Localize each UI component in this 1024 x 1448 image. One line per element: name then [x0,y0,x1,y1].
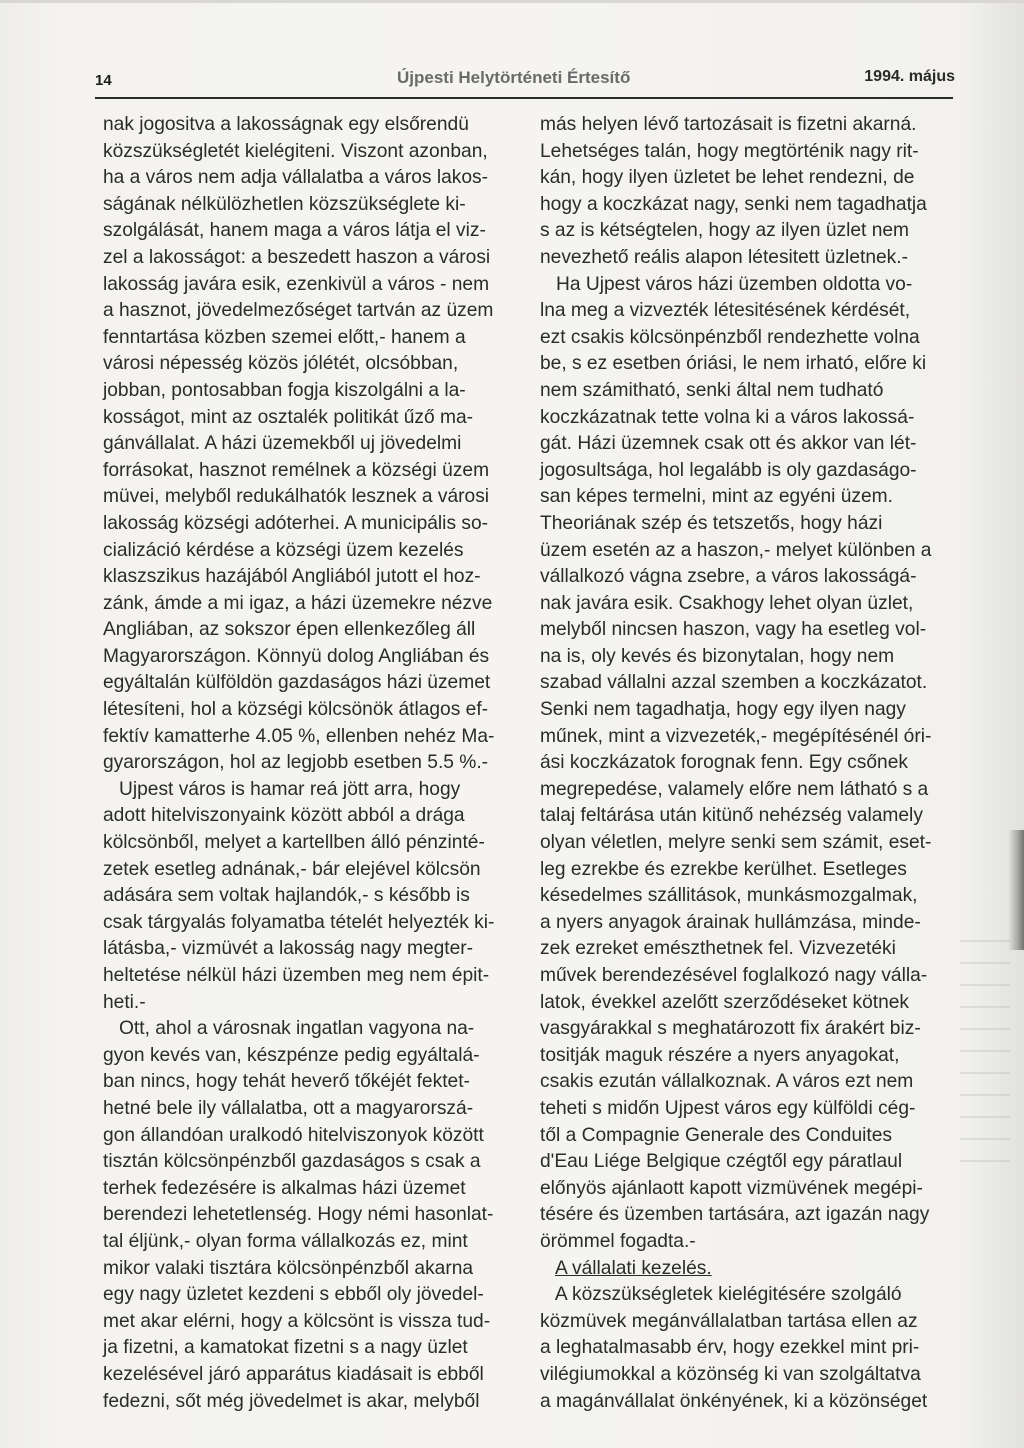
left-column-line: a hasznot, jövedelmezőséget tartván az üzem [103,300,494,322]
left-column-line: fektív kamatterhe 4.05 %, ellenben nehéz Ma- [103,725,495,747]
right-column-line: től a Compagnie Generale des Conduites [540,1124,892,1146]
left-column-line: klaszszikus hazájából Angliából jutott el hoz- [103,566,481,588]
right-column-line: tositják maguk részére a nyers anyagokat, [540,1044,900,1066]
right-column-line: művek berendezésével foglalkozó nagy válla- [540,965,928,986]
right-column-line: nak javára esik. Csakhogy lehet olyan üzlet, [540,592,914,614]
left-column-line: heti.- [103,991,146,1013]
right-column-line: teheti s midőn Ujpest város egy külföldi cég- [540,1097,916,1119]
right-column-line: vállalkozó vágna zsebre, a város lakosságá- [540,566,917,588]
left-column-line: ságának nélkülözhetlen közszükséglete ki- [103,193,466,215]
right-column-line: talaj feltárása után kitünő nehézség valamely [540,805,923,827]
right-column-line: más helyen lévő tartozásait is fizetni akarná. [540,114,917,135]
right-column-line: a magánvállalat önkényének, ki a közönséget [540,1390,928,1412]
section-heading: A vállalati kezelés. [554,1257,712,1279]
right-column-line: koczkázatnak tette volna ki a város lakossá- [540,406,915,428]
left-column-line: csak tárgyalás folyamatba tételét helyezték ki- [103,911,495,933]
left-column-line: heltetése nélkül házi üzemben meg nem épit- [103,965,490,986]
right-column-line: műnek, mint a vizvezeték,- megépítésénél óri- [540,725,932,747]
left-column-line: kezelésével járó apparátus kiadásait is ebből [103,1363,484,1385]
left-column-line: nak jogositva a lakosságnak egy elsőrendü [103,114,469,135]
left-column-line: berendezi lehetetlenség. Hogy némi hasonlat- [103,1204,494,1226]
right-column-line: ezt csakis kölcsönpénzből rendezhette volna [540,326,920,348]
left-column-line: látásba,- vizmüvét a lakosság nagy megter- [103,938,474,960]
header-rule [95,97,953,99]
right-column-line: vasgyárakkal s meghatározott fix árakért biz- [540,1018,921,1040]
right-column-line: Lehetséges talán, hogy megtörténik nagy rit- [540,140,919,162]
left-column-line: adott hitelviszonyaink között abból a drága [103,805,465,827]
right-column-line: zek ezreket emészthetnek fel. Vizvezetéki [540,938,896,960]
right-column-line: a nyers anyagok árainak hullámzása, minde- [540,911,921,933]
left-column-line: zetek esetleg adnának,- bár elejével kölcsön [103,858,481,880]
right-column-line: szabad vállalni azzal szemben a koczkázatot. [540,672,928,694]
left-column-line: lakosság javára esik, ezenkivül a város - nem [103,273,490,295]
left-column-line: tisztán kölcsönpénzből gazdaságos s csak a [103,1151,481,1173]
left-column-line: gon állandóan uralkodó hitelviszonyok között [103,1124,484,1146]
right-column-line: leg ezrekbe és ezrekbe kerülhet. Esetleges [540,858,907,880]
page-number: 14 [95,72,112,89]
left-column-line: fedezni, sőt még jövedelmet is akar, melyből [103,1390,480,1412]
left-column-line: ban nincs, hogy tehát heverő tőkéjét fektet- [103,1071,470,1093]
right-column-line: üzem esetén az a haszon,- melyet különben a [540,539,932,561]
left-column-line: gyon kevés van, készpénze pedig egyáltalá- [103,1044,480,1066]
page-header [95,62,955,102]
left-column-line: mikor valaki tisztára kölcsönpénzből akarna [103,1257,474,1279]
right-column-line: tésére és üzemben tartására, azt igazán nagy [540,1204,930,1226]
left-column-line: ha a város nem adja vállalatba a város lakos- [103,167,489,189]
right-column-line: san képes termelni, mint az egyéni üzem. [540,486,894,508]
left-column-line: müvei, melyből redukálhatók lesznek a városi [103,486,490,508]
left-column-line: lakosság községi adóterhei. A municipális so- [103,512,489,534]
left-column-line: Magyarországon. Könnyü dolog Angliában és [103,645,490,667]
left-column-line: cializáció kérdése a községi üzem kezelés [103,539,464,561]
right-column-line: be, s ez esetben óriási, le nem irható, előre ki [540,353,927,375]
left-column-line: fenntartása közben szemei előtt,- hanem a [103,326,466,348]
right-column-line: jogosultsága, hol legalább is oly gazdaságo- [540,459,917,481]
right-column-line: ási koczkázatok forognak fenn. Egy csőnek [540,752,908,774]
left-column-line: városi népesség közös jólétét, olcsóbban, [103,353,459,375]
issue-date: 1994. május [864,68,955,85]
right-column-line: nem számitható, senki által nem tudható [540,379,884,401]
right-column-line: a leghatalmasabb érv, hogy ezekkel mint pri- [540,1337,920,1359]
right-column-line: késedelmes szállitások, munkásmozgalmak, [540,885,918,907]
right-column [540,112,965,1415]
left-column-line: gánvállalat. A házi üzemekből uj jövedelmi [103,433,462,455]
right-column-line: melyből nincsen haszon, vagy ha esetleg vol- [540,619,927,641]
left-column-line: terhek fedezésére is alkalmas házi üzemet [103,1177,466,1199]
right-column-line: A közszükségletek kielégitésére szolgáló [540,1284,902,1306]
left-column-line: forrásokat, hasznot remélnek a községi üzem [103,459,490,481]
left-column-line: egyáltalán külföldön gazdaságos házi üzemet [103,672,491,694]
right-column-line: kán, hogy ilyen üzletet be lehet rendezni, de [540,167,915,189]
right-column-line: d'Eau Liége Belgique czégtől egy páratlaul [540,1151,903,1173]
right-column-line: olyan véletlen, melyre senki sem számit, eset- [540,832,932,854]
left-column-line: Angliában, az sokszor épen ellenkezőleg áll [103,619,476,641]
scan-bleed-through [960,940,1010,1170]
journal-title: Újpesti Helytörténeti Értesítő [397,68,631,87]
right-column-line: latok, évekkel azelőtt szerződéseket kötnek [540,991,910,1013]
left-column-line: Ujpest város is hamar reá jött arra, hogy [103,778,461,800]
right-column-line [540,1256,965,1283]
left-column-line: szolgálását, hanem maga a város látja el viz- [103,220,486,242]
right-column-line: nevezhető reális alapon létesitett üzletnek.- [540,246,908,268]
right-column-line: gát. Házi üzemnek csak ott és akkor van lét- [540,433,917,455]
left-column-line: jobban, pontosabban fogja kiszolgálni a la- [103,379,466,401]
right-column-line: vilégiumokkal a közönség ki van szolgáltatva [540,1363,921,1385]
right-column-line: Ha Ujpest város házi üzemben oldotta vo- [540,273,913,295]
right-column-line: előnyös ajánlaott kapott vizmüvének megépi- [540,1177,923,1199]
left-column-line: kosságot, mint az osztalék politikát űző ma- [103,406,474,428]
left-column-line: zánk, ámde a mi igaz, a házi üzemekre nézve [103,592,493,614]
left-column-line: létesíteni, hol a községi kölcsönök átlagos ef- [103,699,489,721]
right-column-line: örömmel fogadta.- [540,1230,696,1252]
right-column-line: Theoriának szép és tetszetős, hogy házi [540,512,883,534]
left-column-line: adására sem voltak hajlandók,- s később is [103,885,470,907]
left-column-line: tal éljünk,- olyan forma vállalkozás ez, mint [103,1230,468,1252]
left-column-line: Ott, ahol a városnak ingatlan vagyona na- [103,1018,475,1040]
page-top-edge [0,0,1024,3]
right-column-line: na is, oly kevés és bizonytalan, hogy nem [540,645,895,667]
left-column-line: egy nagy üzletet kezdeni s ebből oly jövedel- [103,1284,484,1306]
left-column-line: hetné bele ily vállalatba, ott a magyarorszá- [103,1097,474,1119]
left-column-line: kölcsönből, melyet a kartellben álló pénzinté- [103,832,485,854]
left-column-line: közszükségletét kielégiteni. Viszont azonban, [103,140,488,162]
left-column-line: met akar elérni, hogy a kölcsönt is vissza tud- [103,1310,491,1332]
right-column-line: közmüvek megánvállalatban tartása ellen az [540,1310,918,1332]
right-column-line: s az is kétségtelen, hogy az ilyen üzlet nem [540,220,910,242]
left-column-line: gyarországon, hol az legjobb esetben 5.5 %.- [103,752,489,774]
left-column-line: ja fizetni, a kamatokat fizetni s a nagy üzlet [103,1337,468,1359]
right-column-line: Senki nem tagadhatja, hogy egy ilyen nagy [540,699,906,721]
right-column-line: megrepedése, valamely előre nem látható s a [540,778,929,800]
scan-edge-shadow [1008,830,1024,950]
right-column-line: csakis ezután vállalkoznak. A város ezt nem [540,1071,914,1093]
right-column-line: lna meg a vizvezték létesitésének kérdését, [540,300,911,322]
left-column [103,112,523,1415]
left-column-line: zel a lakosságot: a beszedett haszon a városi [103,246,491,268]
right-column-line: hogy a koczkázat nagy, senki nem tagadhatja [540,193,927,215]
